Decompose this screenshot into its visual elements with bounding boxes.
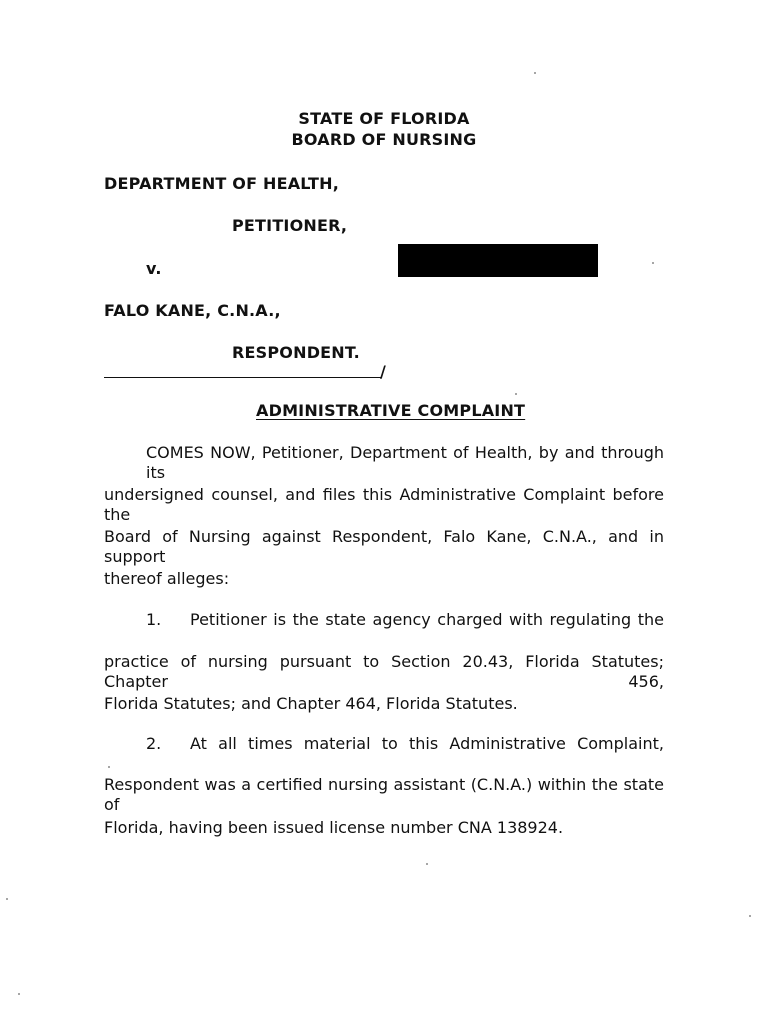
paragraph-2-line: At all times material to this Administrative Complaint, bbox=[190, 734, 664, 753]
versus-label: v. bbox=[146, 259, 162, 278]
scan-speck bbox=[749, 915, 751, 917]
scan-speck bbox=[426, 863, 428, 865]
scan-speck bbox=[18, 993, 20, 995]
paragraph-2-line: Florida, having been issued license number CNA 138924. bbox=[104, 818, 564, 837]
scan-speck bbox=[515, 393, 517, 395]
intro-line: thereof alleges: bbox=[104, 569, 230, 588]
paragraph-1-number: 1. bbox=[146, 610, 162, 629]
petitioner-name: DEPARTMENT OF HEALTH, bbox=[104, 174, 340, 193]
petitioner-role: PETITIONER, bbox=[232, 216, 348, 235]
scan-speck bbox=[534, 72, 536, 74]
document-title: ADMINISTRATIVE COMPLAINT bbox=[256, 401, 526, 420]
paragraph-2-number: 2. bbox=[146, 734, 162, 753]
caption-rule-slash: / bbox=[380, 362, 387, 381]
state-heading: STATE OF FLORIDA bbox=[298, 109, 470, 128]
paragraph-1-line: practice of nursing pursuant to Section 20.43, Florida Statutes; Chapter 456, bbox=[104, 652, 664, 691]
intro-line: Board of Nursing against Respondent, Falo Kane, C.N.A., and in support bbox=[104, 527, 664, 566]
intro-line: undersigned counsel, and files this Administrative Complaint before the bbox=[104, 485, 664, 524]
paragraph-1-line: Florida Statutes; and Chapter 464, Florida Statutes. bbox=[104, 694, 518, 713]
respondent-role: RESPONDENT. bbox=[232, 343, 360, 362]
scan-speck bbox=[652, 262, 654, 264]
scan-speck bbox=[6, 898, 8, 900]
paragraph-1-line: Petitioner is the state agency charged with regulating the bbox=[190, 610, 664, 629]
redaction-block bbox=[398, 244, 598, 277]
scan-speck bbox=[108, 766, 110, 768]
intro-line: COMES NOW, Petitioner, Department of Health, by and through its bbox=[146, 443, 664, 482]
paragraph-2-line: Respondent was a certified nursing assistant (C.N.A.) within the state of bbox=[104, 775, 664, 814]
board-heading: BOARD OF NURSING bbox=[291, 130, 477, 149]
caption-rule bbox=[104, 377, 381, 378]
respondent-name: FALO KANE, C.N.A., bbox=[104, 301, 281, 320]
